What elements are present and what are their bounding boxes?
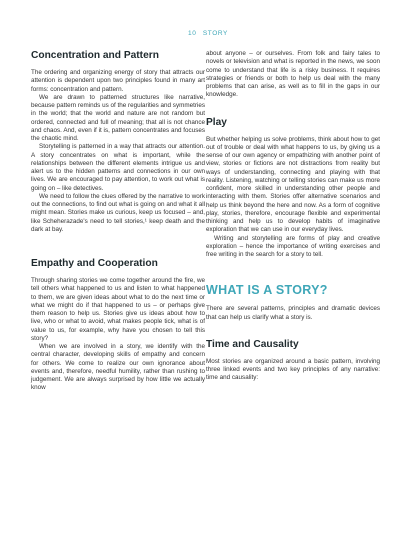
- chapter-heading-what-is-a-story: WHAT IS A STORY?: [206, 283, 328, 298]
- section-heading-empathy: Empathy and Cooperation: [31, 258, 158, 269]
- paragraph: When we are involved in a story, we identify with the central character, developing skills of empathy and concern for others. We come to realize our own ignorance about events and, therefore, needful humility, rather than rushing to judgement. We are always surprised by how little we actually know: [31, 343, 205, 392]
- running-title: STORY: [202, 30, 228, 37]
- running-header: [0, 30, 416, 37]
- section-heading-time-causality: Time and Causality: [206, 338, 299, 350]
- paragraph: Most stories are organized around a basic pattern, involving three linked events and two key principles of any narrative: time and causality:: [206, 357, 380, 382]
- section-heading-concentration: Concentration and Pattern: [31, 50, 159, 61]
- paragraph: Through sharing stories we come together around the fire, we tell others what happened to us and listen to what happened to them, we are given ideas about what to do the next time or what we might do if that happened to us – or perhaps give them reason to help us. Stories give us ideas about how to live, who or what to avoid, what makes people tick, what is of value to us, for example, why have you chosen to tell this story?: [31, 277, 205, 342]
- left-column: [31, 50, 205, 393]
- paragraph: about anyone – or ourselves. From folk and fairy tales to novels or television and what is reported in the news, we soon come to understand that life is a risky business. It requires strategies or friends or both to help us deal with the many problems that can arise, as well as to fill in the gaps in our knowledge.: [206, 50, 380, 99]
- paragraph: The ordering and organizing energy of story that attracts our attention is dependent upon two principles found in many art forms: concentration and pattern.: [31, 69, 205, 93]
- paragraph: Writing and storytelling are forms of play and creative exploration – hence the importance of writing exercises and free writing in the search for a story to tell.: [206, 234, 380, 258]
- paragraph: We need to follow the clues offered by the narrative to work out the connections, to find out what is going on and what it all might mean. Stories make us curious, keep us focused – and, like Scheherazade's need to tell stories,¹ keep death and the dark at bay.: [31, 192, 205, 233]
- paragraph: But whether helping us solve problems, think about how to get out of trouble or deal with what happens to us, by giving us a sense of our own agency or empathizing with another point of view, stories or fictions are not distractions from reality but ways of understanding, connecting and playing with that reality. Listening, watching or telling stories can make us more confident, more skilled in understanding other people and interacting with them. Stories offer alternative scenarios and help us think beyond the here and now. As a form of cognitive play, stories, therefore, encourage flexible and experimental thinking and help us to develop habits of imaginative exploration that we can use in our everyday lives.: [206, 135, 380, 234]
- section-heading-play: Play: [206, 116, 227, 128]
- right-column: [206, 50, 380, 383]
- page-number: 10: [187, 30, 197, 37]
- paragraph: We are drawn to patterned structures like narrative, because pattern reminds us of the regularities and symmetries in the world; that the world and nature are not random but ordered, connected and full of meaning; that all is not chance and chaos. And, even if it is, pattern concentrates and focuses the chaotic mind.: [31, 93, 205, 142]
- paragraph: Storytelling is patterned in a way that attracts our attention. A story concentrates on what is important, while the relationships between the different elements intrigue us and alert us to the hidden patterns and connections in our own lives. We are encouraged to pay attention, to work out what is going on – like detectives.: [31, 143, 205, 192]
- paragraph: There are several patterns, principles and dramatic devices that can help us clarify what a story is.: [206, 305, 380, 321]
